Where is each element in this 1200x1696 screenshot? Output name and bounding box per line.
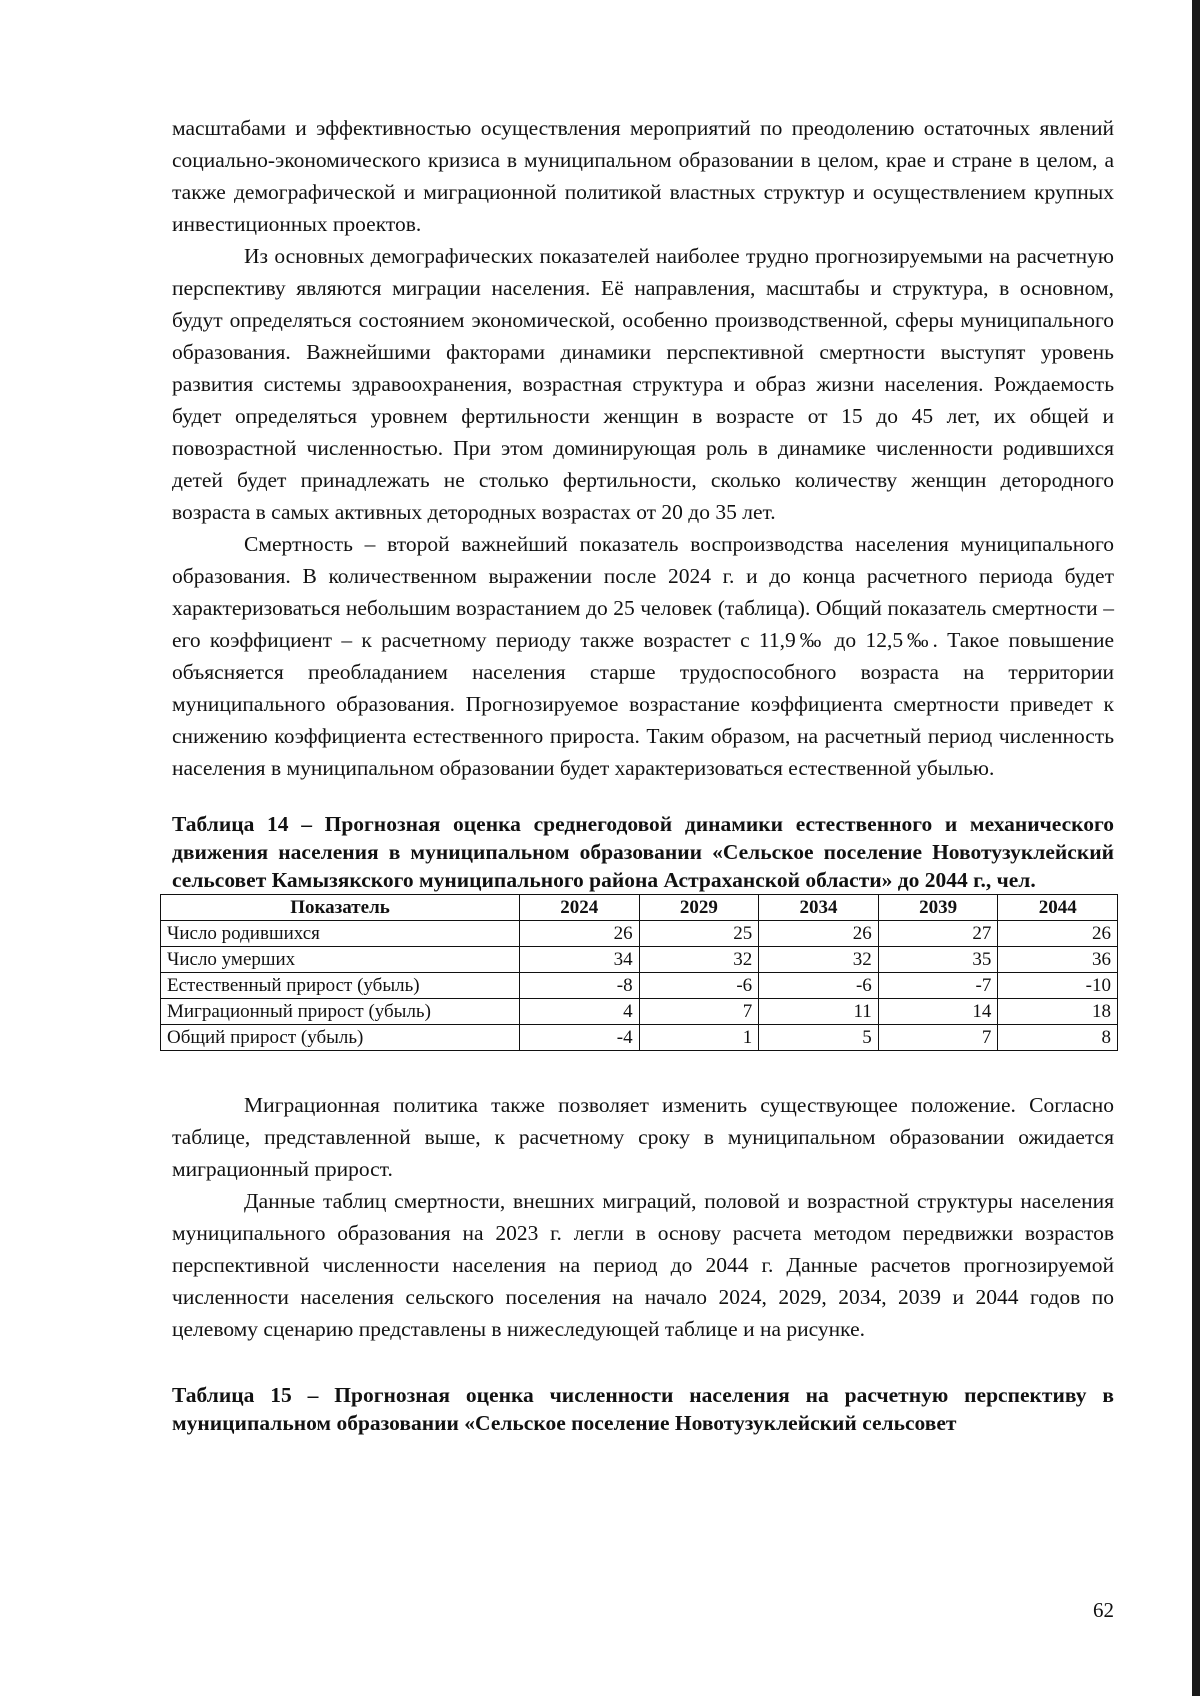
cell-value: 34	[520, 947, 640, 973]
row-label: Число умерших	[161, 947, 520, 973]
table-row	[161, 999, 1118, 1025]
table-14-wrapper	[160, 894, 1118, 1051]
cell-value: 25	[639, 921, 759, 947]
row-label: Число родившихся	[161, 921, 520, 947]
cell-value: 32	[759, 947, 879, 973]
cell-value: 26	[520, 921, 640, 947]
cell-value: 7	[639, 999, 759, 1025]
cell-value: 8	[998, 1025, 1118, 1051]
cell-value: 32	[639, 947, 759, 973]
cell-value: 5	[759, 1025, 879, 1051]
cell-value: -6	[639, 973, 759, 999]
header-year: 2044	[998, 895, 1118, 921]
cell-value: -4	[520, 1025, 640, 1051]
cell-value: 11	[759, 999, 879, 1025]
cell-value: 14	[878, 999, 998, 1025]
page-number: 62	[1093, 1598, 1114, 1622]
header-year: 2039	[878, 895, 998, 921]
table-15-caption: Таблица 15 – Прогнозная оценка численности населения на расчетную перспективу в муниципальном образовании «Сельское поселение Новотузуклейский сельсовет	[172, 1383, 1114, 1435]
page-edge-shadow	[1192, 0, 1200, 1696]
header-year: 2024	[520, 895, 640, 921]
row-label: Миграционный прирост (убыль)	[161, 999, 520, 1025]
paragraph-continuation: масштабами и эффективностью осуществления мероприятий по преодолению остаточных явлений социально-экономического кризиса в муниципальном образовании в целом, крае и стране в целом, а также демографической и миграционной политикой властных структур и осуществлением крупных инвестиционных проектов.	[172, 116, 1114, 236]
header-year: 2034	[759, 895, 879, 921]
paragraph-migration-policy: Миграционная политика также позволяет изменить существующее положение. Согласно таблице, представленной выше, к расчетному сроку в муниципальном образовании ожидается миграционный прирост.	[172, 1093, 1114, 1181]
cell-value: 26	[759, 921, 879, 947]
cell-value: 26	[998, 921, 1118, 947]
cell-value: 1	[639, 1025, 759, 1051]
paragraph-forecast-data: Данные таблиц смертности, внешних миграций, половой и возрастной структуры населения муниципального образования на 2023 г. легли в основу расчета методом передвижки возрастов перспективной численности населения на период до 2044 г. Данные расчетов прогнозируемой численности населения сельского поселения на начало 2024, 2029, 2034, 2039 и 2044 годов по целевому сценарию представлены в нижеследующей таблице и на рисунке.	[172, 1189, 1114, 1341]
paragraph-demographic-indicators: Из основных демографических показателей наиболее трудно прогнозируемыми на расчетную перспективу являются миграции населения. Её направления, масштабы и структура, в основном, будут определяться состоянием экономической, особенно производственной, сферы муниципального образования. Важнейшими факторами динамики перспективной смертности выступят уровень развития системы здравоохранения, возрастная структура и образ жизни населения. Рождаемость будет определяться уровнем фертильности женщин в возрасте от 15 до 45 лет, их общей и повозрастной численностью. При этом доминирующая роль в динамике численности родившихся детей будет принадлежать не столько фертильности, сколько количеству женщин детородного возраста в самых активных детородных возрастах от 20 до 35 лет.	[172, 244, 1114, 524]
cell-value: 18	[998, 999, 1118, 1025]
row-label: Общий прирост (убыль)	[161, 1025, 520, 1051]
cell-value: 27	[878, 921, 998, 947]
table-14	[160, 894, 1118, 1051]
table-header-row	[161, 895, 1118, 921]
cell-value: 35	[878, 947, 998, 973]
table-14-caption: Таблица 14 – Прогнозная оценка среднегодовой динамики естественного и механического движения населения в муниципальном образовании «Сельское поселение Новотузуклейский сельсовет Камызякского муниципального района Астраханской области» до 2044 г., чел.	[172, 812, 1114, 892]
page-content	[167, 112, 1114, 1437]
cell-value: -8	[520, 973, 640, 999]
cell-value: -6	[759, 973, 879, 999]
paragraph-mortality: Смертность – второй важнейший показатель воспроизводства населения муниципального образования. В количественном выражении после 2024 г. и до конца расчетного периода будет характеризоваться небольшим возрастанием до 25 человек (таблица). Общий показатель смертности – его коэффициент – к расчетному периоду также возрастет с 11,9‰ до 12,5‰. Такое повышение объясняется преобладанием населения старше трудоспособного возраста на территории муниципального образования. Прогнозируемое возрастание коэффициента смертности приведет к снижению коэффициента естественного прироста. Таким образом, на расчетный период численность населения в муниципальном образовании будет характеризоваться естественной убылью.	[172, 532, 1114, 780]
header-indicator: Показатель	[161, 895, 520, 921]
cell-value: -10	[998, 973, 1118, 999]
cell-value: 4	[520, 999, 640, 1025]
cell-value: -7	[878, 973, 998, 999]
cell-value: 36	[998, 947, 1118, 973]
table-row	[161, 947, 1118, 973]
table-row	[161, 973, 1118, 999]
table-row	[161, 1025, 1118, 1051]
header-year: 2029	[639, 895, 759, 921]
row-label: Естественный прирост (убыль)	[161, 973, 520, 999]
table-row	[161, 921, 1118, 947]
cell-value: 7	[878, 1025, 998, 1051]
